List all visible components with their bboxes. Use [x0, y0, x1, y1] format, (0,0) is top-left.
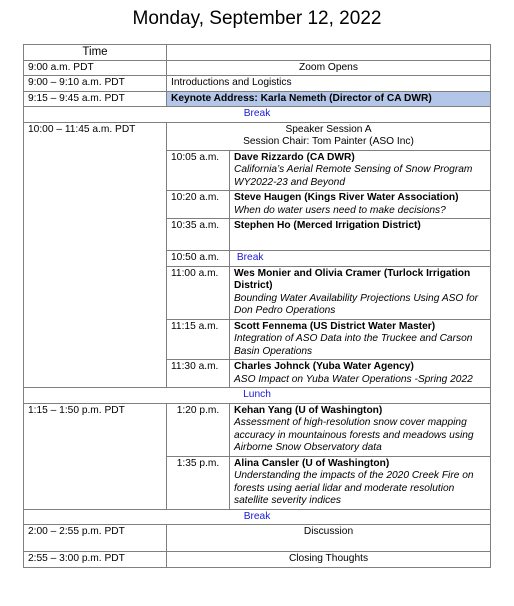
talk-row [24, 403, 491, 456]
table-row [24, 60, 491, 76]
time-header: Time [24, 45, 167, 61]
row-label: Closing Thoughts [167, 552, 491, 568]
row-time: 2:55 – 3:00 p.m. PDT [24, 552, 167, 568]
talk-title: California’s Aerial Remote Sensing of Snow Program WY2022-23 and Beyond [234, 164, 473, 188]
row-time: 2:00 – 2:55 p.m. PDT [24, 525, 167, 552]
row-time: 9:15 – 9:45 a.m. PDT [24, 91, 167, 107]
row-label: Zoom Opens [167, 60, 491, 76]
speaker-name: Charles Johnck (Yuba Water Agency) [234, 361, 414, 372]
talk-time: 11:30 a.m. [167, 360, 230, 388]
break-row [24, 388, 491, 404]
talk-time: 10:05 a.m. [167, 150, 230, 191]
speaker-name: Alina Cansler (U of Washington) [234, 457, 390, 469]
break-row [24, 509, 491, 525]
row-label: Introductions and Logistics [167, 76, 491, 92]
talk-title: ASO Impact on Yuba Water Operations -Spring 2022 [234, 373, 473, 385]
row-time: 9:00 a.m. PDT [24, 60, 167, 76]
page-title: Monday, September 12, 2022 [132, 8, 382, 29]
table-row [24, 552, 491, 568]
talk-title: Understanding the impacts of the 2020 Creek Fire on forests using aerial lidar and moderate resolution satellite severity indices [234, 470, 474, 506]
break-label: Break [24, 107, 491, 123]
talk-time: 11:15 a.m. [167, 319, 230, 360]
talk-title: Bounding Water Availability Projections Using ASO for Don Pedro Operations [234, 292, 479, 316]
row-label: Discussion [167, 525, 491, 552]
talk-title: When do water users need to make decisions? [234, 204, 446, 216]
break-label: Break [24, 509, 491, 525]
talk-title: Integration of ASO Data into the Truckee and Carson Basin Operations [234, 333, 473, 357]
session-b-time: 1:15 – 1:50 p.m. PDT [24, 403, 167, 509]
speaker-name: Steve Haugen (Kings River Water Association) [234, 192, 459, 203]
session-row [24, 122, 491, 150]
speaker-name: Kehan Yang (U of Washington) [234, 404, 383, 416]
schedule-table [23, 44, 491, 568]
table-row [24, 525, 491, 552]
keynote-label: Keynote Address: Karla Nemeth (Director of CA DWR) [167, 91, 491, 107]
table-header-row [24, 45, 491, 61]
session-a-time: 10:00 – 11:45 a.m. PDT [24, 122, 167, 388]
break-row [24, 107, 491, 123]
table-row [24, 91, 491, 107]
row-time: 9:00 – 9:10 a.m. PDT [24, 76, 167, 92]
talk-time: 10:35 a.m. [167, 219, 230, 251]
break-label: Break [236, 252, 264, 263]
speaker-name: Wes Monier and Olivia Cramer (Turlock Irrigation District) [234, 267, 471, 291]
speaker-name: Scott Fennema (US District Water Master) [234, 320, 436, 332]
speaker-name: Dave Rizzardo (CA DWR) [234, 151, 355, 163]
talk-time: 11:00 a.m. [167, 266, 230, 319]
session-chair: Session Chair: Tom Painter (ASO Inc) [243, 136, 414, 147]
session-title: Speaker Session A [285, 123, 372, 135]
speaker-name: Stephen Ho (Merced Irrigation District) [234, 220, 421, 231]
talk-time: 10:20 a.m. [167, 191, 230, 219]
talk-time: 10:50 a.m. [167, 251, 230, 267]
talk-time: 1:35 p.m. [167, 456, 230, 509]
lunch-label: Lunch [24, 388, 491, 404]
table-row [24, 76, 491, 92]
talk-title: Assessment of high-resolution snow cover mapping accuracy in mountainous forests and meadows using Airborne Snow Observatory data [234, 417, 474, 453]
talk-time: 1:20 p.m. [167, 403, 230, 456]
